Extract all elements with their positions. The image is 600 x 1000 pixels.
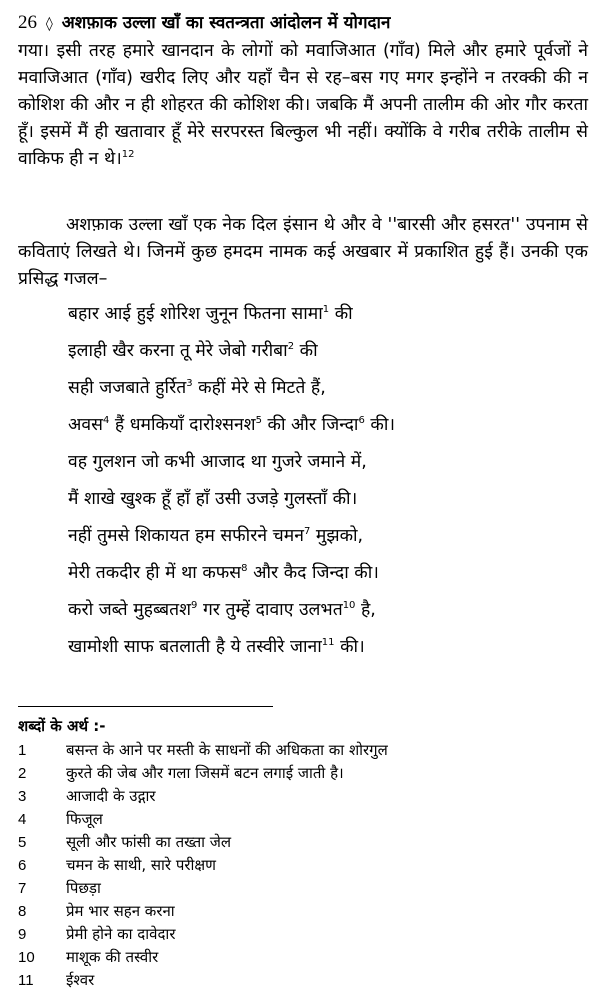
running-header <box>18 10 586 34</box>
verse-line: सही जजबाते हुर्रित$^3$ कहीं मेरे से मिटते हैं, <box>68 378 326 398</box>
footnote-number: 2 <box>18 765 27 782</box>
verse-line: बहार आई हुई शोरिश जुनून फितना सामा$^1$ की <box>68 304 353 324</box>
diamond-icon: ◊ <box>45 16 53 32</box>
footnote-item <box>18 763 588 783</box>
footnote-item <box>18 740 588 760</box>
footnote-text: चमन के साथी, सारे परीक्षण <box>66 856 216 874</box>
paragraph-2 <box>18 212 588 293</box>
footnote-item <box>18 832 588 852</box>
verse-line: मेरी तकदीर ही में था कफस$^8$ और कैद जिन्दा की। <box>68 563 379 583</box>
verse-line: अवस$^4$ हैं धमकियाँ दारोश्सनश$^5$ की और जिन्दा$^6$ की। <box>68 415 395 435</box>
footnote-divider <box>18 706 273 707</box>
footnote-text: बसन्त के आने पर मस्ती के साधनों की अधिकता का शोरगुल <box>66 741 388 759</box>
footnote-text: पिछड़ा <box>66 879 101 897</box>
footnote-item <box>18 786 588 806</box>
footnote-text: प्रेम भार सहन करना <box>66 902 175 920</box>
running-title: अशफ़ाक उल्ला खाँ का स्वतन्त्रता आंदोलन में योगदान <box>61 13 391 33</box>
paragraph-1-text: गया। इसी तरह हमारे खानदान के लोगों को मवाजिआत (गाँव) मिले और हमारे पूर्वजों ने मवाजिआत (गाँव) खरीद लिए और यहाँ चैन से रह–बस गए मगर इन्होंने न तरक्की की न कोशिश की और न ही शोहरत की कोशिश की। जबकि मैं अपनी तालीम की ओर गौर करता हूँ। इसमें मैं ही खतावार हूँ मेरे सरपरस्त बिल्कुल भी नहीं। क्योंकि वे गरीब तरीके तालीम से वाकिफ ही न थे। <box>18 41 588 169</box>
footnote-number: 9 <box>18 926 27 943</box>
footnote-number: 10 <box>18 949 35 966</box>
verse-line: खामोशी साफ बतलाती है ये तस्वीरे जाना$^{11}$ की। <box>68 637 365 657</box>
verse-line: मैं शाखे खुश्क हूँ हाँ हाँ उसी उजड़े गुलस्ताँ की। <box>68 489 358 509</box>
footnote-number: 8 <box>18 903 27 920</box>
footnote-text: माशूक की तस्वीर <box>66 948 159 966</box>
footnote-text: सूली और फांसी का तख्ता जेल <box>66 833 232 851</box>
page-number: 26 <box>18 12 37 33</box>
footnote-item <box>18 970 588 990</box>
footnote-text: आजादी के उद्गार <box>66 787 156 805</box>
footnote-item <box>18 878 588 898</box>
footnote-item <box>18 924 588 944</box>
footnote-item <box>18 901 588 921</box>
footnote-number: 11 <box>18 972 34 989</box>
footnote-item <box>18 855 588 875</box>
footnote-number: 6 <box>18 857 27 874</box>
footnote-item <box>18 947 588 967</box>
verse-line: वह गुलशन जो कभी आजाद था गुजरे जमाने में, <box>68 452 367 472</box>
footnote-number: 1 <box>18 742 27 759</box>
footnotes-heading: शब्दों के अर्थ :- <box>18 717 106 735</box>
footnote-number: 7 <box>18 880 27 897</box>
footnote-number: 3 <box>18 788 27 805</box>
footnote-text: ईश्वर <box>66 971 95 989</box>
footnote-number: 4 <box>18 811 27 828</box>
verse-line: करो जब्ते मुहब्बतश$^9$ गर तुम्हें दावाए उलभत$^{10}$ है, <box>68 600 376 620</box>
reference-marker: 12 <box>121 149 135 160</box>
footnote-item <box>18 809 588 829</box>
footnote-text: फिजूल <box>66 810 103 828</box>
verse-line: नहीं तुमसे शिकायत हम सफीरने चमन$^7$ मुझको, <box>68 526 364 546</box>
footnote-text: प्रेमी होने का दावेदार <box>66 925 176 943</box>
footnote-number: 5 <box>18 834 27 851</box>
verse-line: इलाही खैर करना तू मेरे जेबो गरीबा$^2$ की <box>68 341 318 361</box>
paragraph-2-text: अशफ़ाक उल्ला खाँ एक नेक दिल इंसान थे और वे ''बारसी और हसरत'' उपनाम से कविताएं लिखते थे। जिनमें कुछ हमदम नामक कई अखबार में प्रकाशित हुई हैं। उनकी एक प्रसिद्ध गजल– <box>18 215 588 289</box>
paragraph-1 <box>18 38 588 173</box>
footnote-text: कुरते की जेब और गला जिसमें बटन लगाई जाती है। <box>66 764 344 782</box>
